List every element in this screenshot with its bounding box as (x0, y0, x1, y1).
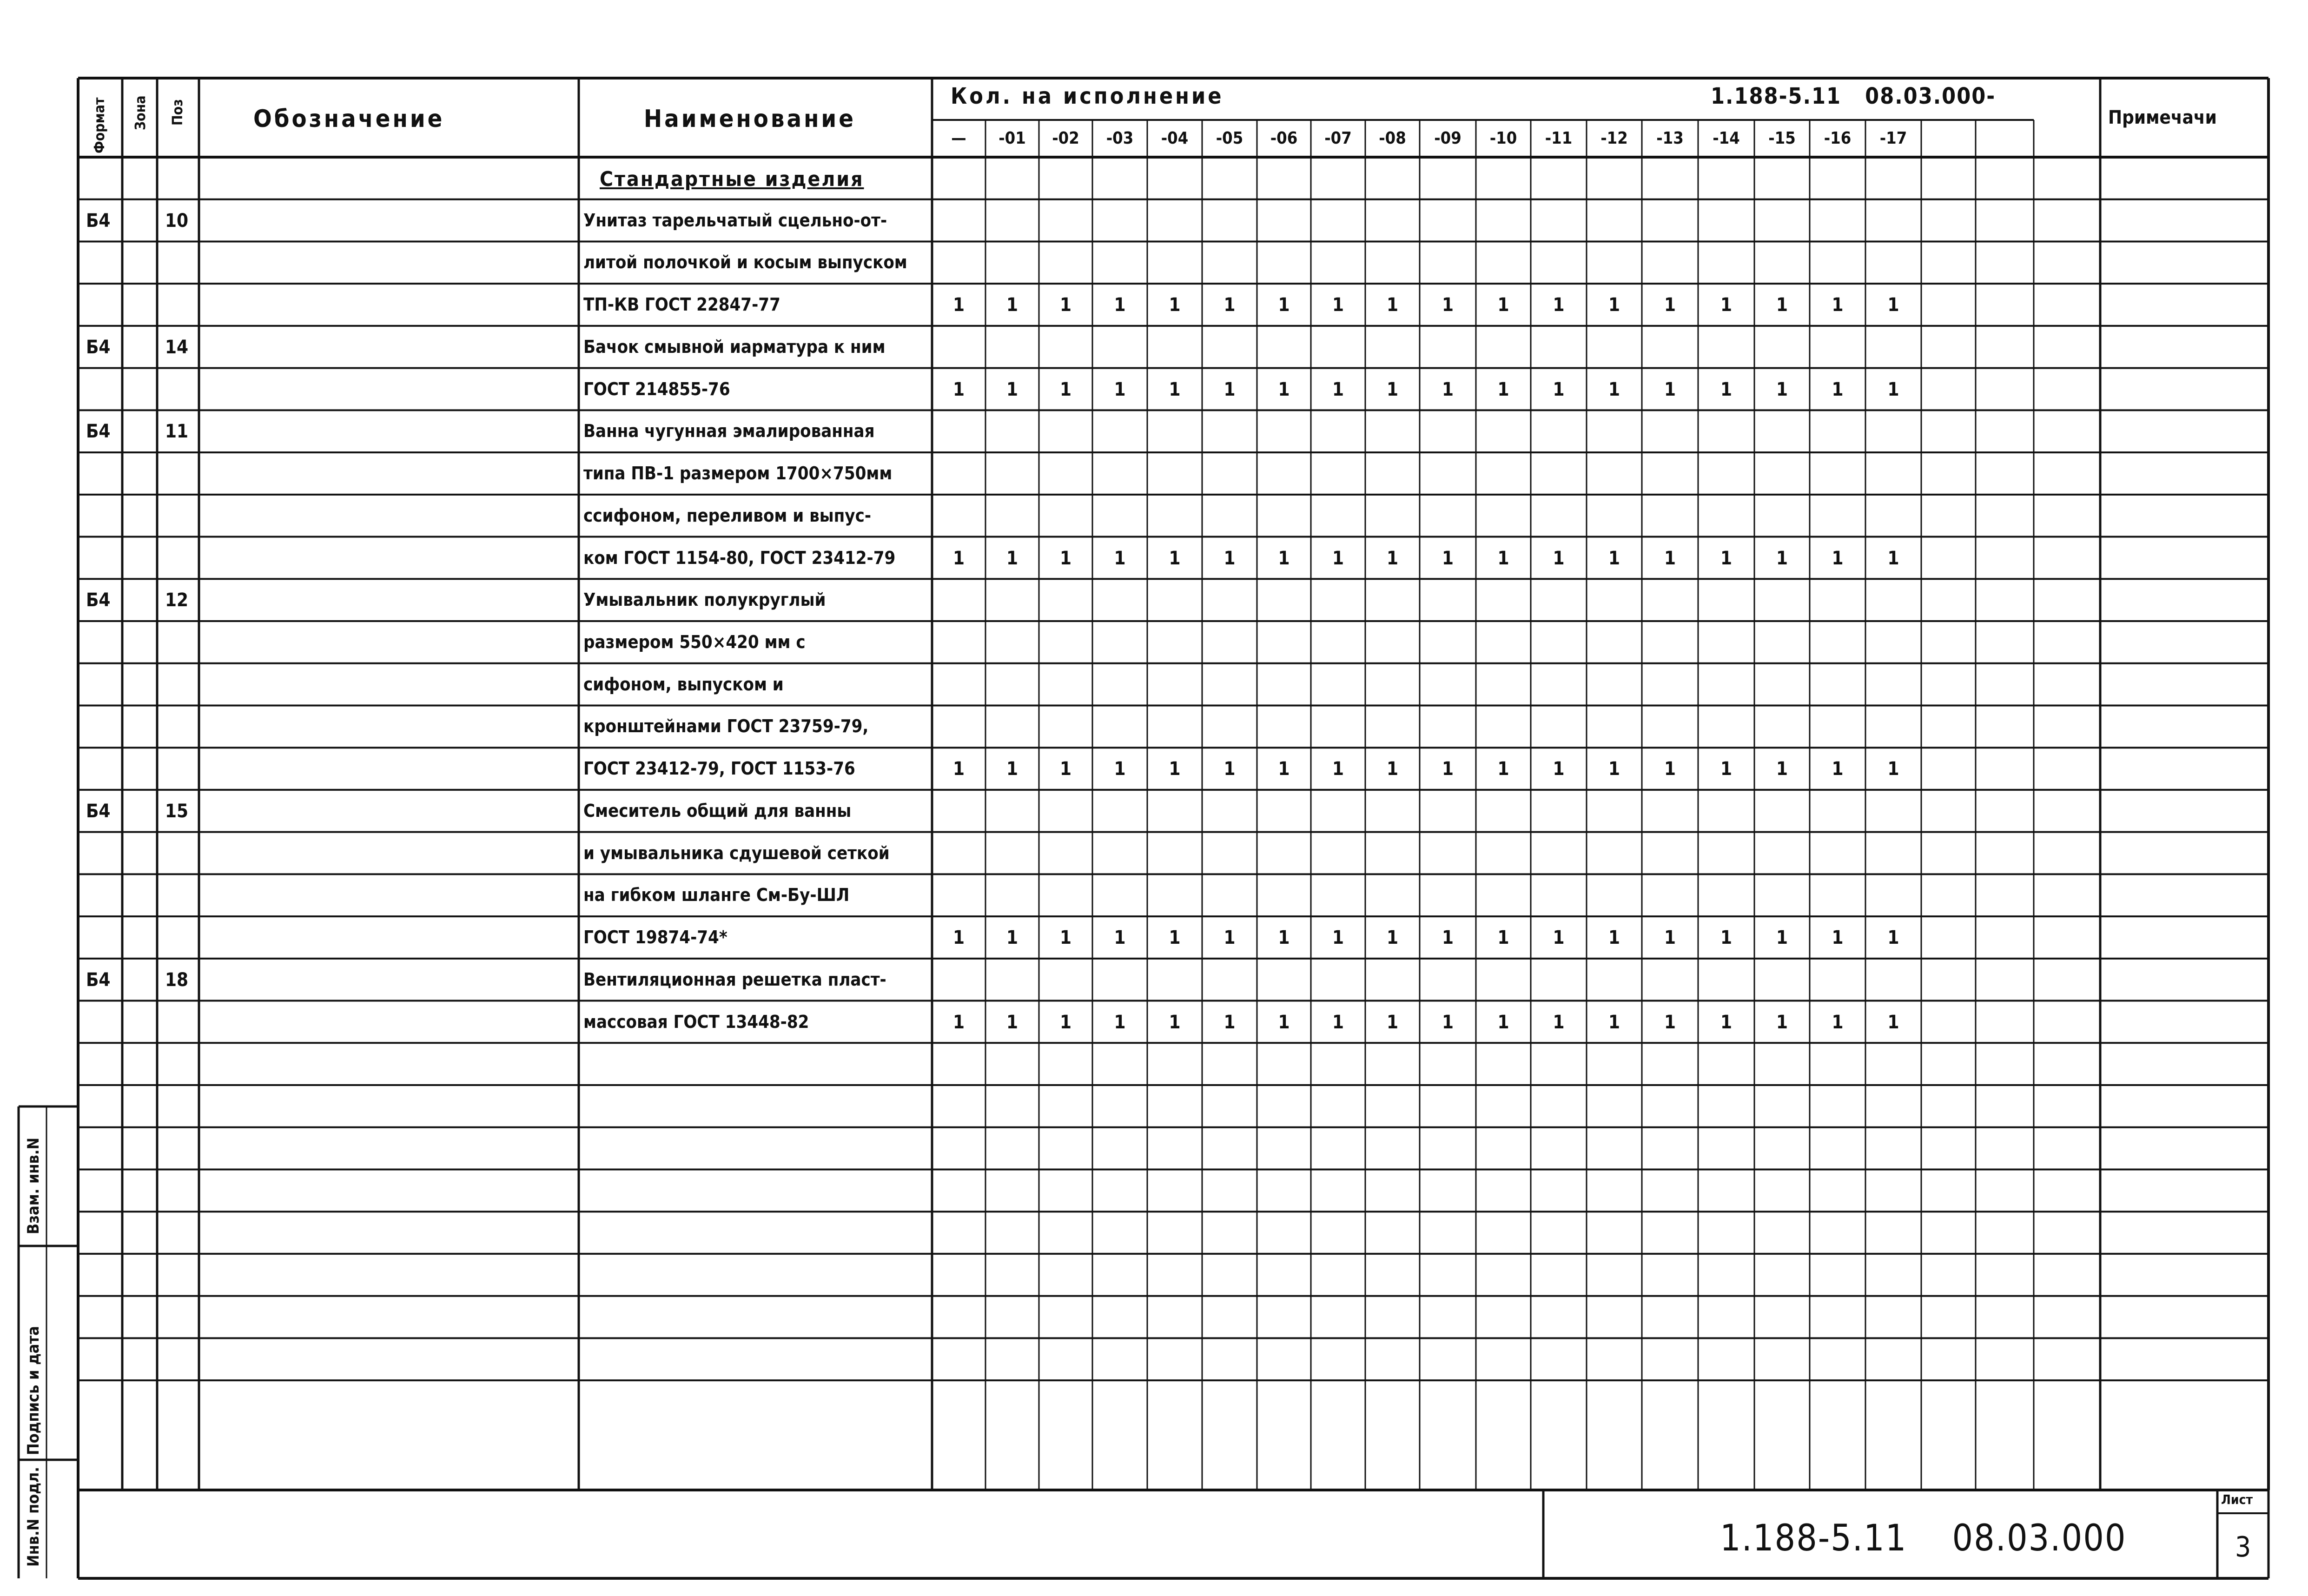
qty-cell: 1 (1832, 378, 1844, 400)
qty-cell: 1 (1720, 927, 1733, 949)
variant-header-cell: -14 (1713, 129, 1740, 148)
qty-cell: 1 (1832, 758, 1844, 780)
item-name-line: ком ГОСТ 1154-80, ГОСТ 23412-79 (583, 547, 896, 568)
qty-cell: 1 (1497, 1011, 1509, 1033)
variant-header-cell: -06 (1270, 129, 1298, 148)
qty-cell: 1 (1608, 927, 1620, 949)
qty-cell: 1 (1497, 547, 1509, 569)
qty-cell: 1 (1006, 547, 1018, 569)
format-cell: Б4 (86, 336, 111, 358)
qty-cell: 1 (1059, 378, 1072, 400)
position-cell: 11 (165, 421, 189, 443)
qty-cell: 1 (1832, 294, 1844, 316)
qty-cell: 1 (952, 927, 965, 949)
qty-cell: 1 (1059, 294, 1072, 316)
item-name-line: Вентиляционная решетка пласт- (583, 969, 886, 990)
variant-header-cell: -15 (1768, 129, 1796, 148)
qty-cell: 1 (1720, 378, 1733, 400)
qty-cell: 1 (1608, 547, 1620, 569)
qty-cell: 1 (1006, 294, 1018, 316)
qty-cell: 1 (1887, 758, 1899, 780)
qty-cell: 1 (1332, 547, 1344, 569)
variant-header-cell: -10 (1489, 129, 1517, 148)
qty-cell: 1 (1278, 294, 1290, 316)
variant-header-cell: -02 (1052, 129, 1079, 148)
qty-cell: 1 (1832, 547, 1844, 569)
item-name-line: Бачок смывной иарматура к ним (583, 336, 886, 357)
item-name-line: массовая ГОСТ 13448-82 (583, 1011, 809, 1032)
qty-cell: 1 (952, 1011, 965, 1033)
format-cell: Б4 (86, 421, 111, 443)
qty-cell: 1 (1386, 927, 1399, 949)
qty-cell: 1 (1386, 547, 1399, 569)
qty-cell: 1 (1442, 1011, 1454, 1033)
qty-cell: 1 (1553, 378, 1565, 400)
item-name-line: размером 550×420 мм с (583, 632, 806, 652)
qty-cell: 1 (1664, 1011, 1676, 1033)
qty-cell: 1 (1223, 378, 1236, 400)
qty-cell: 1 (1608, 758, 1620, 780)
qty-cell: 1 (1664, 378, 1676, 400)
qty-cell: 1 (1223, 547, 1236, 569)
item-name-line: литой полочкой и косым выпуском (583, 252, 907, 273)
position-cell: 18 (165, 969, 189, 991)
item-name-line: Ванна чугунная эмалированная (583, 421, 875, 442)
qty-cell: 1 (1278, 927, 1290, 949)
format-cell: Б4 (86, 800, 111, 822)
position-cell: 14 (165, 336, 189, 358)
item-name-line: Умывальник полукруглый (583, 589, 826, 610)
qty-cell: 1 (1169, 1011, 1181, 1033)
qty-cell: 1 (1720, 758, 1733, 780)
qty-cell: 1 (1664, 758, 1676, 780)
qty-header: Кол. на исполнение (951, 83, 1224, 109)
designation-header: Обозначение (253, 105, 445, 133)
qty-cell: 1 (1114, 294, 1126, 316)
qty-cell: 1 (1553, 547, 1565, 569)
qty-cell: 1 (1776, 378, 1788, 400)
qty-cell: 1 (1332, 1011, 1344, 1033)
qty-cell: 1 (1664, 547, 1676, 569)
qty-cell: 1 (1169, 758, 1181, 780)
item-name-line: и умывальника сдушевой сеткой (583, 842, 890, 863)
qty-cell: 1 (1776, 927, 1788, 949)
qty-cell: 1 (1887, 547, 1899, 569)
qty-cell: 1 (952, 758, 965, 780)
qty-cell: 1 (1223, 927, 1236, 949)
qty-cell: 1 (1887, 1011, 1899, 1033)
qty-cell: 1 (1332, 758, 1344, 780)
notes-header: Примечачи (2108, 107, 2217, 128)
stamp-code: 1.188-5.11 08.03.000 (1720, 1517, 2127, 1559)
qty-cell: 1 (1553, 294, 1565, 316)
variant-header-cell: -04 (1161, 129, 1189, 148)
format-cell: Б4 (86, 589, 111, 611)
variant-header-cell: -09 (1434, 129, 1462, 148)
variant-header-cell: -01 (999, 129, 1026, 148)
qty-cell: 1 (1278, 378, 1290, 400)
qty-cell: 1 (1608, 1011, 1620, 1033)
qty-cell: 1 (1006, 378, 1018, 400)
sheet-number: 3 (2235, 1531, 2251, 1563)
pos-header: Поз (170, 99, 186, 126)
variant-header-cell: -13 (1656, 129, 1684, 148)
sheet-label: Лист (2221, 1492, 2253, 1507)
qty-cell: 1 (1114, 547, 1126, 569)
variant-header-cell: -16 (1824, 129, 1852, 148)
position-cell: 12 (165, 589, 189, 611)
qty-cell: 1 (1059, 758, 1072, 780)
qty-cell: 1 (1776, 294, 1788, 316)
item-name-line: ГОСТ 19874-74* (583, 927, 727, 948)
qty-cell: 1 (952, 378, 965, 400)
qty-cell: 1 (1442, 547, 1454, 569)
qty-cell: 1 (1776, 1011, 1788, 1033)
qty-cell: 1 (1223, 1011, 1236, 1033)
position-cell: 10 (165, 210, 189, 232)
item-name-line: ТП-КВ ГОСТ 22847-77 (583, 294, 780, 315)
item-name-line: ГОСТ 23412-79, ГОСТ 1153-76 (583, 758, 855, 779)
item-name-line: кронштейнами ГОСТ 23759-79, (583, 716, 869, 737)
qty-cell: 1 (1608, 378, 1620, 400)
qty-cell: 1 (1332, 294, 1344, 316)
qty-cell: 1 (1887, 378, 1899, 400)
qty-cell: 1 (1553, 758, 1565, 780)
qty-cell: 1 (952, 547, 965, 569)
qty-cell: 1 (1720, 547, 1733, 569)
variant-header-cell: -03 (1106, 129, 1134, 148)
qty-cell: 1 (1442, 758, 1454, 780)
qty-cell: 1 (1114, 378, 1126, 400)
qty-cell: 1 (1386, 294, 1399, 316)
qty-cell: 1 (952, 294, 965, 316)
item-name-line: Смеситель общий для ванны (583, 800, 852, 821)
qty-cell: 1 (1664, 294, 1676, 316)
variant-header-cell: -07 (1324, 129, 1352, 148)
qty-cell: 1 (1442, 927, 1454, 949)
qty-cell: 1 (1553, 1011, 1565, 1033)
qty-cell: 1 (1114, 758, 1126, 780)
item-name-line: типа ПВ-1 размером 1700×750мм (583, 463, 893, 484)
qty-cell: 1 (1006, 927, 1018, 949)
qty-cell: 1 (1278, 547, 1290, 569)
qty-cell: 1 (1442, 294, 1454, 316)
zone-header: Зона (132, 95, 149, 130)
qty-cell: 1 (1059, 1011, 1072, 1033)
qty-cell: 1 (1006, 758, 1018, 780)
qty-cell: 1 (1169, 927, 1181, 949)
section-title: Стандартные изделия (600, 167, 864, 191)
variant-header-cell: -08 (1379, 129, 1406, 148)
item-name-line: ссифоном, переливом и выпус- (583, 505, 872, 526)
qty-cell: 1 (1386, 758, 1399, 780)
qty-cell: 1 (1832, 927, 1844, 949)
item-name-line: сифоном, выпуском и (583, 674, 784, 695)
variant-header-cell: — (951, 129, 966, 148)
qty-cell: 1 (1608, 294, 1620, 316)
qty-cell: 1 (1553, 927, 1565, 949)
qty-cell: 1 (1720, 1011, 1733, 1033)
qty-cell: 1 (1332, 378, 1344, 400)
format-cell: Б4 (86, 210, 111, 232)
qty-cell: 1 (1114, 927, 1126, 949)
qty-cell: 1 (1223, 294, 1236, 316)
name-header: Наименование (644, 105, 856, 133)
position-cell: 15 (165, 800, 189, 822)
qty-cell: 1 (1776, 547, 1788, 569)
qty-cell: 1 (1386, 1011, 1399, 1033)
item-name-line: Унитаз тарельчатый сцельно-от- (583, 210, 887, 231)
doc-code-header: 1.188-5.11 08.03.000- (1711, 83, 1996, 109)
qty-cell: 1 (1006, 1011, 1018, 1033)
qty-cell: 1 (1114, 1011, 1126, 1033)
variant-header-cell: -11 (1545, 129, 1573, 148)
variant-header-cell: -17 (1879, 129, 1907, 148)
qty-cell: 1 (1278, 758, 1290, 780)
qty-cell: 1 (1223, 758, 1236, 780)
qty-cell: 1 (1386, 378, 1399, 400)
qty-cell: 1 (1776, 758, 1788, 780)
qty-cell: 1 (1720, 294, 1733, 316)
qty-cell: 1 (1887, 294, 1899, 316)
qty-cell: 1 (1497, 758, 1509, 780)
podpis-label: Подпись и дата (24, 1326, 43, 1455)
inv-podl-label: Инв.N подл. (24, 1467, 43, 1567)
qty-cell: 1 (1169, 378, 1181, 400)
qty-cell: 1 (1278, 1011, 1290, 1033)
qty-cell: 1 (1169, 547, 1181, 569)
item-name-line: на гибком шланге См-Бу-ШЛ (583, 885, 850, 906)
qty-cell: 1 (1059, 547, 1072, 569)
qty-cell: 1 (1497, 294, 1509, 316)
format-header: Формат (92, 97, 108, 153)
qty-cell: 1 (1497, 378, 1509, 400)
qty-cell: 1 (1332, 927, 1344, 949)
format-cell: Б4 (86, 969, 111, 991)
qty-cell: 1 (1059, 927, 1072, 949)
qty-cell: 1 (1497, 927, 1509, 949)
qty-cell: 1 (1169, 294, 1181, 316)
qty-cell: 1 (1887, 927, 1899, 949)
item-name-line: ГОСТ 214855-76 (583, 378, 730, 399)
qty-cell: 1 (1442, 378, 1454, 400)
qty-cell: 1 (1664, 927, 1676, 949)
variant-header-cell: -05 (1216, 129, 1243, 148)
vzam-label: Взам. инв.N (24, 1137, 43, 1234)
variant-header-cell: -12 (1600, 129, 1628, 148)
qty-cell: 1 (1832, 1011, 1844, 1033)
